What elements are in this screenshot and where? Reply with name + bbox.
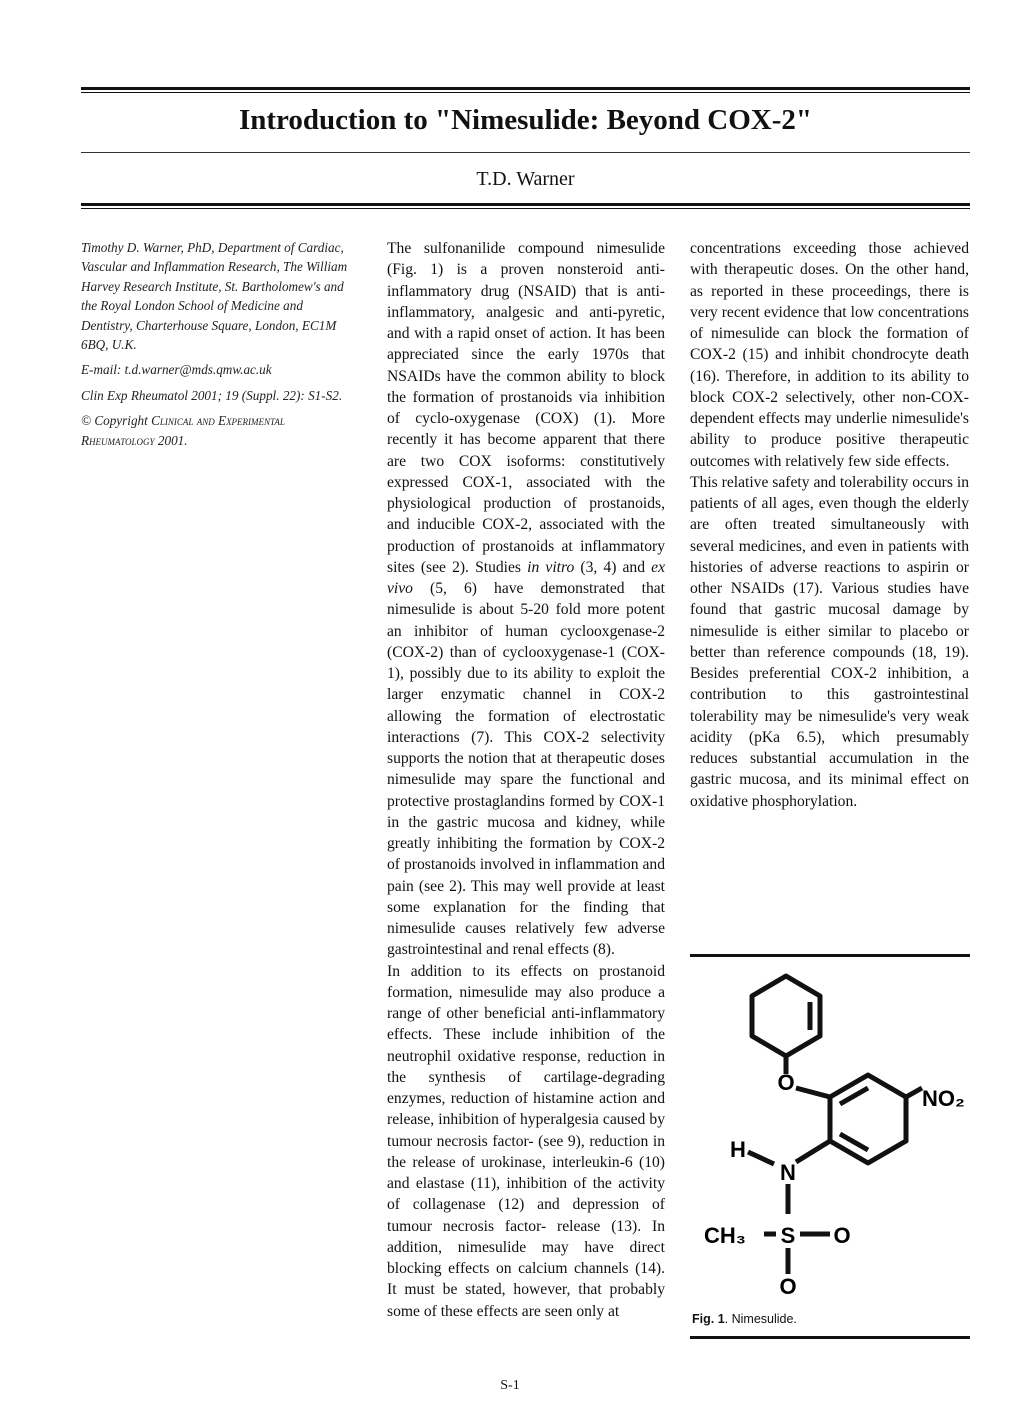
p1-ex-vivo: ex vivo [387, 558, 665, 597]
p1-in-vitro: in vitro [527, 558, 575, 576]
body-paragraph-2-end: concentrations exceeding those achieved with therapeutic doses. On the other hand, as reported in these proceedings, there is very recent evidence that low concentrations of nimesulide can block the formation of COX-2 (15) and inhibit chondrocyte death (16). Therefore, in addition to its ability to block COX-2 selectively, other non-COX-dependent effects may underlie nimesulide's ability to produce positive therapeutic outcomes with relatively few side effects. [690, 240, 969, 470]
copyright-year: 2001. [154, 432, 188, 448]
p1-text-b: (3, 4) and [574, 558, 652, 576]
ether-ring-bond [796, 1088, 830, 1097]
atom-sulfonyl-oxygen-right: O [833, 1223, 851, 1248]
article-title: Introduction to "Nimesulide: Beyond COX-2" [238, 104, 813, 136]
atom-sulfonyl-oxygen-bottom: O [779, 1274, 797, 1299]
figure-caption-label: Fig. 1 [692, 1312, 725, 1326]
nimesulide-structure-diagram [690, 962, 970, 1307]
journal-citation: Clin Exp Rheumatol 2001; 19 (Suppl. 22): S1-S2. [81, 387, 343, 403]
figure-top-rule [690, 954, 970, 957]
body-paragraph-2-start: In addition to its effects on prostanoid formation, nimesulide may also produce a range of other beneficial anti-inflammatory effects. These include inhibition of the neutrophil oxidative response, reduction in the synthesis of cartilage-degrading enzymes, reduction of histamine action and release, inhibition of hyperalgesia caused by tumour necrosis factor- (see 9), reduction in the release of urokinase, interleukin-6 (10) and elastase (11), inhibition of the activity of collagenase (12) and depression of tumour necrosis factor- release (13). In addition, nimesulide may have direct blocking effects on calcium channels (14). It must be stated, however, that probably some of these effects are seen only at [387, 962, 665, 1320]
atom-sulfur: S [780, 1223, 796, 1248]
header-bottom-rule [81, 203, 970, 209]
p1-text-c: (5, 6) have demonstrated that nimesulide is about 5-20 fold more potent an inhibitor of human cyclooxgenase-2 (COX-2) than of cyclooxygenase-1 (COX-1), possibly due to its ability to exploit the larger enzymatic channel in COX-2 allowing the formation of electrostatic interactions (7). This COX-2 selectivity supports the notion that at therapeutic doses nimesulide may spare the functional and protective prostaglandins formed by COX-1 in the gastric mucosa and kidney, while greatly inhibiting the formation by COX-2 of prostanoids involved in inflammation and pain (see 2). This may well provide at least some explanation for the finding that nimesulide causes relatively few adverse gastrointestinal and renal effects (8). [387, 580, 665, 959]
h-nitrogen-bond [748, 1152, 774, 1164]
atom-nitro-group: NO₂ [922, 1086, 965, 1111]
body-column-middle [387, 238, 665, 1322]
atom-hydrogen: H [730, 1137, 746, 1162]
article-author: T.D. Warner [476, 168, 575, 190]
figure-caption-text: . Nimesulide. [724, 1312, 797, 1326]
figure-caption [692, 1312, 797, 1326]
atom-ether-oxygen: O [777, 1070, 795, 1095]
copyright-prefix: © Copyright [81, 413, 152, 429]
copyright-journal: Clinical and Experimental Rheumatology [81, 413, 285, 448]
atom-methyl-group: CH₃ [704, 1223, 746, 1248]
author-info-sidebar [81, 238, 353, 456]
author-email: E-mail: t.d.warner@mds.qmw.ac.uk [81, 362, 272, 378]
p1-text-a: The sulfonanilide compound nimesulide (Fig. 1) is a proven nonsteroid anti-inflammatory drug (NSAID) that is anti-inflammatory, analgesic and anti-pyretic, and with a rapid onset of action. It has been appreciated since the early 1970s that NSAIDs have the common ability to block the formation of prostanoids via inhibition of cyclo-oxygenase (COX) (1). More recently it has become apparent that there are two COX isoforms: constitutively expressed COX-1, associated with the physiological production of prostanoids, and inducible COX-2, associated with the production of prostanoids at inflammatory sites (see 2). Studies [387, 240, 665, 576]
header-top-rule [81, 87, 970, 93]
copyright-notice [81, 411, 353, 450]
page-number: S-1 [500, 1378, 520, 1393]
nitro-bond [906, 1088, 922, 1097]
figure-bottom-rule [690, 1336, 970, 1339]
author-affiliation: Timothy D. Warner, PhD, Department of Cardiac, Vascular and Inflammation Research, The William Harvey Research Institute, St. Bartholomew's and the Royal London School of Medicine and Dentistry, Charterhouse Square, London, EC1M 6BQ, U.K. [81, 240, 348, 353]
body-column-right [690, 238, 969, 812]
ring-nitrogen-bond [796, 1141, 830, 1162]
title-divider [81, 152, 970, 153]
body-paragraph-3: This relative safety and tolerability occurs in patients of all ages, even though the elderly are often treated simultaneously with several medicines, and even in patients with histories of adverse reactions to aspirin or other NSAIDs (17). Various studies have found that gastric mucosal damage by nimesulide is either similar to placebo or better than reference compounds (18, 19). Besides preferential COX-2 inhibition, a contribution to this gastrointestinal tolerability may be nimesulide's very weak acidity (pKa 6.5), which presumably reduces substantial accumulation in the gastric mucosa, and its minimal effect on oxidative phosphorylation. [690, 473, 969, 810]
atom-nitrogen: N [780, 1160, 796, 1185]
body-paragraph-1 [387, 238, 665, 961]
